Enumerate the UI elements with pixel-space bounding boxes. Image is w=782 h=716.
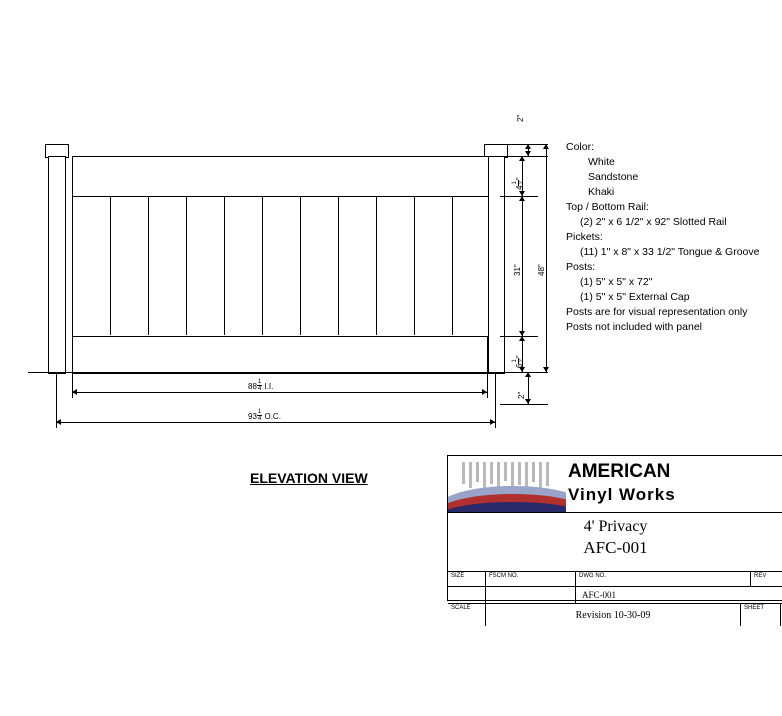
dim-arrow bbox=[525, 399, 531, 404]
pickets-spec: (11) 1" x 8" x 33 1/2" Tongue & Groove bbox=[580, 246, 760, 258]
picket-seam bbox=[186, 197, 187, 335]
picket-seam bbox=[414, 197, 415, 335]
revision-cell bbox=[486, 604, 741, 626]
bottom-rail bbox=[72, 336, 489, 374]
fscm-label: FSCM NO. bbox=[486, 572, 576, 586]
title-block-fields bbox=[448, 572, 782, 716]
dim-arrow bbox=[543, 367, 549, 372]
field-label-row bbox=[448, 572, 782, 587]
pickets-label: Pickets: bbox=[566, 231, 603, 243]
dim-bottom-rail-height: 6 1 2 " bbox=[512, 355, 525, 368]
dim-inside-width: 88 $\frac{1}{4}$ I.I. bbox=[248, 379, 274, 392]
revision-date: Revision 10-30-09 bbox=[575, 609, 651, 621]
color-label: Color: bbox=[566, 141, 595, 153]
size-label: SIZE bbox=[448, 572, 486, 586]
ext-line-cap-top bbox=[500, 144, 548, 145]
elevation-view-label: ELEVATION VIEW bbox=[250, 470, 368, 486]
picket-seam bbox=[376, 197, 377, 335]
color-option-white: White bbox=[588, 156, 615, 168]
fscm-value bbox=[486, 587, 576, 603]
dwg-label: DWG NO. bbox=[576, 572, 751, 586]
dim-inside-width-line bbox=[72, 392, 487, 393]
ext-line-panel-bottom bbox=[500, 372, 548, 373]
note-posts-not-included: Posts not included with panel bbox=[566, 321, 703, 333]
dim-arrow bbox=[72, 389, 77, 395]
sheet-label: SHEET bbox=[741, 604, 781, 626]
picket-seam bbox=[224, 197, 225, 335]
dim-picket-height: 31" bbox=[513, 264, 522, 276]
rail-label: Top / Bottom Rail: bbox=[566, 201, 649, 213]
ext-line-oc-right bbox=[495, 372, 496, 428]
dim-oc-width-line bbox=[56, 422, 495, 423]
dim-arrow bbox=[519, 156, 525, 161]
dwg-value: AFC-001 bbox=[582, 590, 617, 600]
fence-elevation-drawing bbox=[0, 0, 560, 460]
picket-seam bbox=[262, 197, 263, 335]
dim-arrow bbox=[519, 336, 525, 341]
left-post bbox=[48, 156, 66, 374]
ext-line-inside-right bbox=[487, 336, 488, 398]
company-logo-row bbox=[448, 456, 782, 513]
color-option-khaki: Khaki bbox=[588, 186, 615, 198]
rev-value bbox=[751, 587, 781, 603]
dim-toprail-line bbox=[522, 156, 523, 196]
picket-seam bbox=[338, 197, 339, 335]
ext-line-post-bottom bbox=[500, 404, 548, 405]
company-name-line2: Vinyl Works bbox=[568, 485, 676, 504]
dim-picket-line bbox=[522, 196, 523, 336]
picket-seam bbox=[110, 197, 111, 335]
dim-arrow bbox=[482, 389, 487, 395]
dim-arrow bbox=[56, 419, 61, 425]
rev-label: REV bbox=[754, 573, 767, 579]
dim-arrow bbox=[525, 151, 531, 156]
top-rail bbox=[72, 156, 489, 198]
product-code: AFC-001 bbox=[583, 538, 648, 557]
picket-seam bbox=[148, 197, 149, 335]
dim-arrow bbox=[519, 196, 525, 201]
company-name-line1: AMERICAN bbox=[568, 461, 671, 482]
picket-seam bbox=[300, 197, 301, 335]
picket-field bbox=[72, 196, 489, 338]
dim-arrow bbox=[525, 372, 531, 377]
dim-oc-width: 93 $\frac{1}{4}$ O.C. bbox=[248, 409, 281, 422]
company-name bbox=[568, 460, 780, 506]
picket-seam bbox=[452, 197, 453, 335]
posts-spec-post: (1) 5" x 5" x 72" bbox=[580, 276, 653, 288]
product-title-area bbox=[448, 513, 782, 572]
scale-label: SCALE bbox=[448, 604, 486, 626]
note-visual-representation: Posts are for visual representation only bbox=[566, 306, 748, 318]
product-title: 4' Privacy bbox=[583, 518, 648, 535]
right-post bbox=[487, 156, 505, 374]
dim-top-rail-height: 4 1 2 " bbox=[512, 177, 525, 190]
rail-spec: (2) 2" x 6 1/2" x 92" Slotted Rail bbox=[580, 216, 727, 228]
dim-arrow bbox=[543, 144, 549, 149]
title-block bbox=[447, 455, 782, 621]
dim-top-post-2in: 2" bbox=[516, 114, 525, 122]
revision-row bbox=[448, 604, 782, 626]
logo-graphic bbox=[448, 456, 566, 512]
specification-list bbox=[566, 140, 778, 335]
dim-arrow bbox=[490, 419, 495, 425]
posts-label: Posts: bbox=[566, 261, 596, 273]
posts-spec-cap: (1) 5" x 5" External Cap bbox=[580, 291, 690, 303]
logo-fence-bars-icon bbox=[462, 462, 552, 488]
dim-panel-height: 48" bbox=[537, 264, 546, 276]
field-value-row bbox=[448, 587, 782, 604]
ground-line bbox=[28, 372, 528, 373]
color-option-sandstone: Sandstone bbox=[588, 171, 639, 183]
size-value bbox=[448, 587, 486, 603]
dim-panel-line bbox=[546, 144, 547, 372]
dim-arrow bbox=[525, 144, 531, 149]
dim-bottom-post-2in: 2" bbox=[517, 391, 526, 399]
